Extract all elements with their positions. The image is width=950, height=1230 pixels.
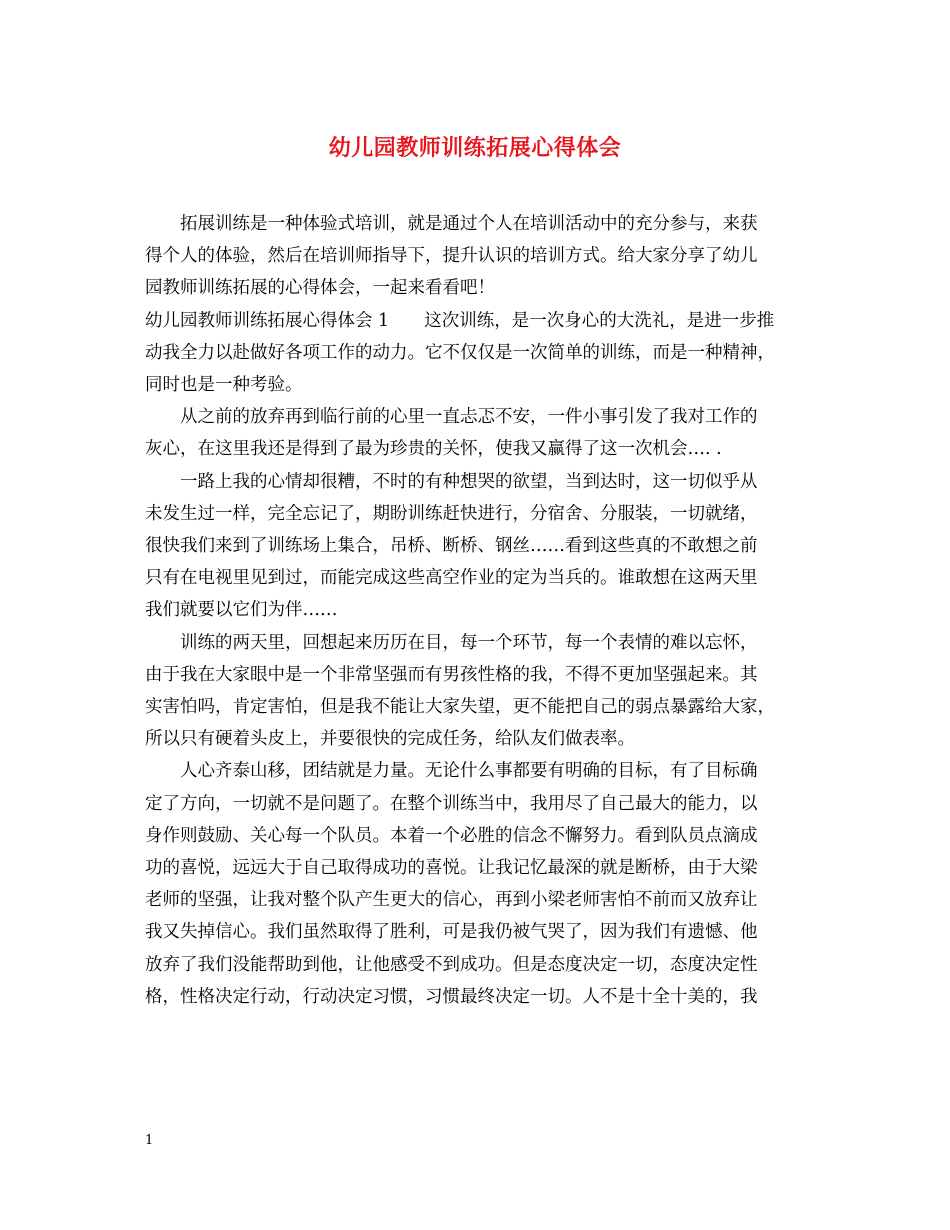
body-text-line: 我又失掉信心。我们虽然取得了胜利，可是我仍被气哭了，因为我们有遗憾、他: [145, 922, 758, 942]
document-title: 幼儿园教师训练拓展心得体会: [328, 135, 622, 161]
body-text-line: 动我全力以赴做好各项工作的动力。它不仅仅是一次简单的训练，而是一种精神，: [145, 343, 775, 363]
body-text-line: 放弃了我们没能帮助到他，让他感受不到成功。但是态度决定一切，态度决定性: [145, 955, 758, 975]
body-text-line: 身作则鼓励、关心每一个队员。本着一个必胜的信念不懈努力。看到队员点滴成: [145, 826, 758, 846]
body-text-line: 一路上我的心情却很糟，不时的有种想哭的欲望，当到达时，这一切似乎从: [145, 472, 758, 492]
body-text-line: 从之前的放弃再到临行前的心里一直忐忑不安，一件小事引发了我对工作的: [145, 407, 758, 427]
body-text-line: 拓展训练是一种体验式培训，就是通过个人在培训活动中的充分参与，来获: [145, 214, 758, 234]
body-text-line: 老师的坚强，让我对整个队产生更大的信心，再到小梁老师害怕不前而又放弃让: [145, 890, 758, 910]
body-text-line: 幼儿园教师训练拓展心得体会 1 这次训练，是一次身心的大洗礼，是进一步推: [145, 311, 775, 331]
body-text-line: 未发生过一样，完全忘记了，期盼训练赶快进行，分宿舍、分服装，一切就绪，: [145, 504, 758, 524]
body-text-line: 定了方向，一切就不是问题了。在整个训练当中，我用尽了自己最大的能力，以: [145, 794, 758, 814]
body-text-line: 由于我在大家眼中是一个非常坚强而有男孩性格的我，不得不更加坚强起来。其: [145, 665, 758, 685]
page-number: 1: [145, 1133, 154, 1148]
body-text-line: 实害怕吗，肯定害怕，但是我不能让大家失望，更不能把自己的弱点暴露给大家，: [145, 697, 775, 717]
body-text-line: 同时也是一种考验。: [145, 375, 303, 395]
body-text-line: 很快我们来到了训练场上集合，吊桥、断桥、钢丝……看到这些真的不敢想之前: [145, 536, 758, 556]
body-text-line: 功的喜悦，远远大于自己取得成功的喜悦。让我记忆最深的就是断桥，由于大梁: [145, 858, 758, 878]
body-text-line: 灰心，在这里我还是得到了最为珍贵的关怀，使我又赢得了这一次机会…. .: [145, 439, 722, 459]
body-text-line: 得个人的体验，然后在培训师指导下，提升认识的培训方式。给大家分享了幼儿: [145, 246, 758, 266]
body-text-line: 所以只有硬着头皮上，并要很快的完成任务，给队友们做表率。: [145, 729, 635, 749]
body-text-line: 园教师训练拓展的心得体会，一起来看看吧！: [145, 278, 495, 298]
body-text-line: 人心齐泰山移，团结就是力量。无论什么事都要有明确的目标，有了目标确: [145, 761, 758, 781]
body-text-line: 训练的两天里，回想起来历历在目，每一个环节，每一个表情的难以忘怀，: [145, 633, 758, 653]
body-text-line: 只有在电视里见到过，而能完成这些高空作业的定为当兵的。谁敢想在这两天里: [145, 568, 758, 588]
body-text-line: 格，性格决定行动，行动决定习惯，习惯最终决定一切。人不是十全十美的，我: [145, 987, 758, 1007]
body-text-line: 我们就要以它们为伴……: [145, 600, 338, 620]
